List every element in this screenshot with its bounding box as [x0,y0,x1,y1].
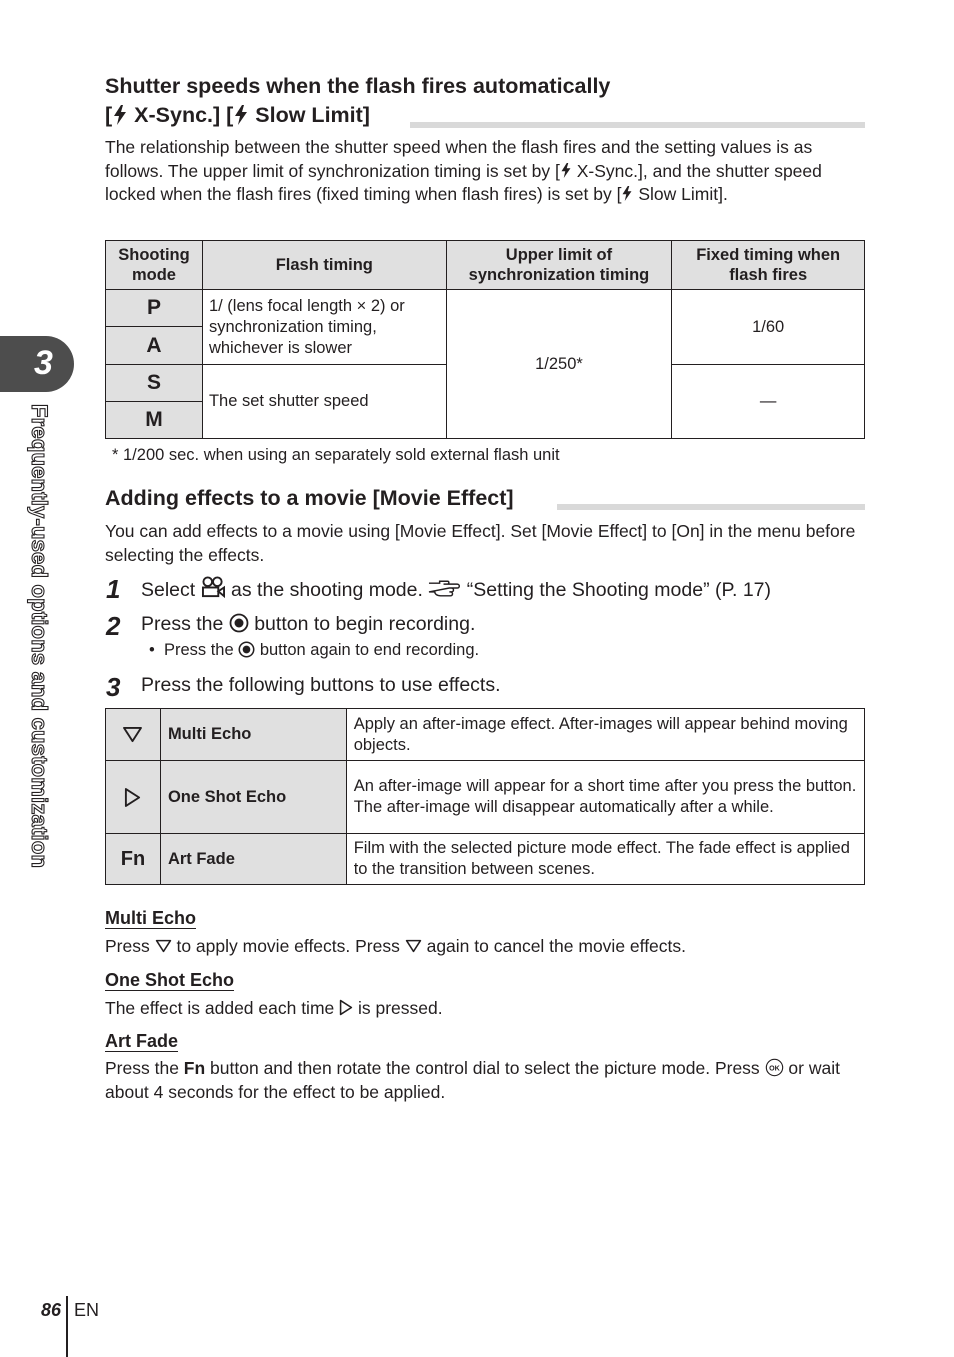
effect-name: Multi Echo [160,709,346,761]
step-2-bullet: • Press the button again to end recording. [149,641,480,659]
section1-title-slow: Slow Limit] [249,103,370,127]
table-row [106,290,865,327]
flash-icon [560,162,572,179]
multi-echo-text: Press to apply movie effects. Press again to cancel the movie effects. [105,936,687,956]
section1-paragraph: The relationship between the shutter speed when the flash fires and the setting values is as follows. The upper limit of synchronization timing is set by [ X-Sync.], and the shutter speed locked when the flash fires (fixed timing when flash fires) is set by [ Slow Limit]. [105,137,822,204]
flash-timing-pa: 1/ (lens focal length × 2) or synchronization timing, whichever is slower [202,290,446,365]
section1-title-open: [ [105,103,113,127]
effect-desc: An after-image will appear for a short time after you press the button. The after-image will disappear automatically after a while. [346,761,864,834]
header-fixed-timing: Fixed timing when flash fires [672,241,865,290]
art-fade-text: Press the Fn button and then rotate the control dial to select the picture mode. Press OK or wait about 4 seconds for the effect to be applied. [105,1058,840,1102]
table-row [106,834,865,885]
fn-key-cell: Fn [106,834,161,885]
header-shooting-mode: Shooting mode [106,241,203,290]
right-key-cell [106,761,161,834]
effect-name: Art Fade [160,834,346,885]
record-button-icon [238,641,255,658]
right-triangle-icon [124,787,141,808]
one-shot-echo-subheading: One Shot Echo [105,970,235,990]
multi-echo-subheading: Multi Echo [105,908,196,928]
footer-divider [66,1296,68,1357]
record-button-icon [229,613,249,633]
step-number: 1 [106,574,121,604]
ok-button-icon [765,1058,784,1077]
down-triangle-icon [405,939,422,953]
one-shot-echo-text: The effect is added each time is pressed. [105,998,443,1018]
mode-m: M [106,402,203,439]
step-number: 2 [106,611,121,641]
right-triangle-icon [339,999,353,1016]
header-flash-timing: Flash timing [202,241,446,290]
language-label: EN [74,1300,100,1320]
effect-name: One Shot Echo [160,761,346,834]
mode-p: P [106,290,203,327]
fixed-timing-pa: 1/60 [672,290,865,365]
table-footnote: * 1/200 sec. when using an separately sold external flash unit [112,446,560,464]
section2-heading [105,484,865,514]
chapter-number: 3 [34,344,53,382]
table-row [106,761,865,834]
step-number: 3 [106,672,121,702]
reference-hand-icon [428,579,461,599]
section1-title-xsync: X-Sync.] [ [128,103,234,127]
flash-timing-sm: The set shutter speed [202,365,446,439]
section2-title: Adding effects to a movie [Movie Effect] [105,486,514,510]
flash-timing-table [105,240,865,439]
down-key-cell [106,709,161,761]
section2-intro: You can add effects to a movie using [Movie Effect]. Set [Movie Effect] to [On] in the menu before selecting the effects. [105,521,856,565]
page-number: 86 [41,1300,62,1320]
table-header-row [106,241,865,290]
step-2-text: Press the button to begin recording. [141,613,476,635]
down-triangle-icon [122,726,143,743]
heading-rule [557,504,865,510]
flash-icon [112,105,128,125]
header-upper-limit: Upper limit of synchronization timing [446,241,672,290]
mode-s: S [106,365,203,402]
section1-title-line1: Shutter speeds when the flash fires automatically [105,74,611,98]
flash-icon [621,185,633,202]
fn-key-label: Fn [183,1058,206,1078]
art-fade-subheading: Art Fade [105,1031,179,1051]
chapter-side-title: Frequently-used options and customization [27,404,52,869]
down-triangle-icon [155,939,172,953]
upper-limit-value: 1/250* [446,290,672,439]
movie-effects-table [105,708,865,885]
fixed-timing-sm: — [672,365,865,439]
step-3-text: Press the following buttons to use effects. [141,674,501,696]
section1-heading [105,72,865,130]
effect-desc: Film with the selected picture mode effect. The fade effect is applied to the transition between scenes. [346,834,864,885]
table-row [106,709,865,761]
svg-text:OK: OK [768,1064,780,1073]
effect-desc: Apply an after-image effect. After-images will appear behind moving objects. [346,709,864,761]
heading-rule [410,122,865,128]
flash-icon [233,105,249,125]
chapter-tab [0,336,74,392]
step-1-text: Select as the shooting mode. “Setting the Shooting mode” (P. 17) [141,576,771,602]
movie-mode-icon [201,576,226,599]
mode-a: A [106,327,203,365]
